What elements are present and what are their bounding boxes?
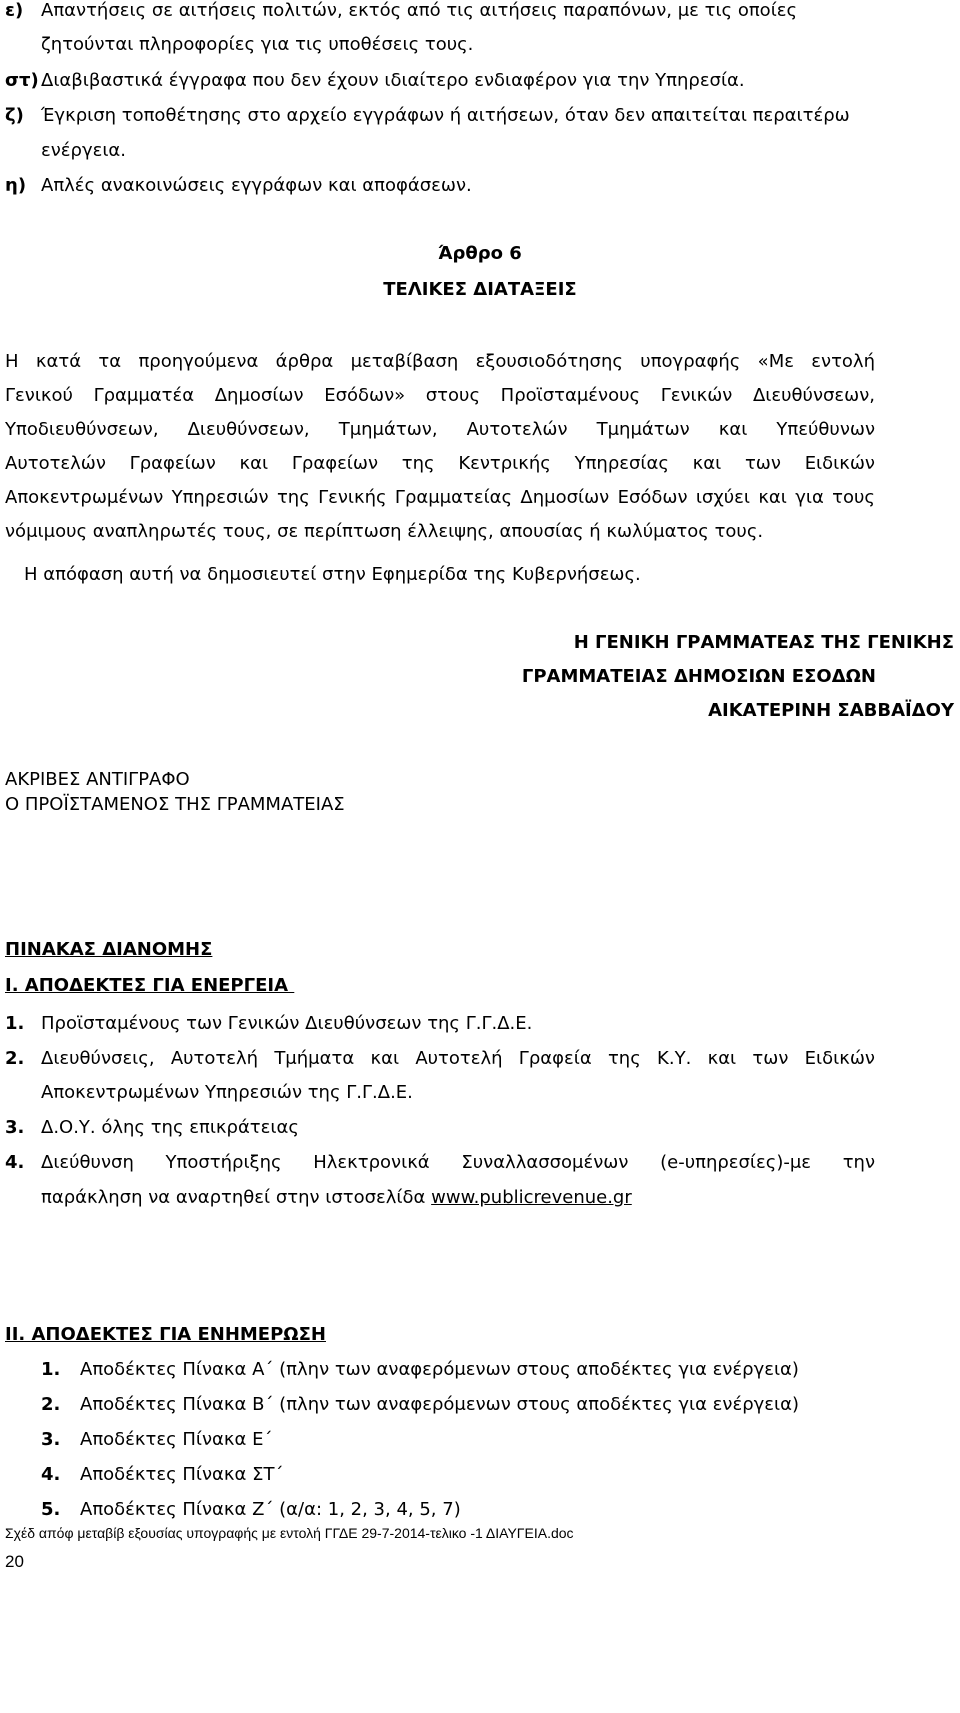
copy-cert-line-2: Ο ΠΡΟΪΣΤΑΜΕΝΟΣ ΤΗΣ ΓΡΑΜΜΑΤΕΙΑΣ bbox=[5, 794, 345, 815]
list-item-text: ενέργεια. bbox=[41, 140, 126, 161]
list-item-text: ζητούνται πληροφορίες για τις υποθέσεις τους. bbox=[41, 34, 474, 55]
recipient-number: 1. bbox=[5, 1013, 25, 1034]
signature-name: ΑΙΚΑΤΕΡΙΝΗ ΣΑΒΒΑΪΔΟΥ bbox=[708, 700, 954, 721]
recipient-text: Αποκεντρωμένων Υπηρεσιών της Γ.Γ.Δ.Ε. bbox=[41, 1082, 413, 1103]
article-body bbox=[5, 351, 875, 555]
body-line: Υποδιευθύνσεων, Διευθύνσεων, Τμημάτων, Αυτοτελών Τμημάτων και Υπεύθυνων bbox=[5, 419, 875, 440]
body-line: Η κατά τα προηγούμενα άρθρα μεταβίβαση εξουσιοδότησης υπογραφής «Με εντολή bbox=[5, 351, 875, 372]
recipient-text: Προϊσταμένους των Γενικών Διευθύνσεων της Γ.Γ.Δ.Ε. bbox=[41, 1013, 533, 1034]
footer-filename: Σχέδ απόφ μεταβίβ εξουσίας υπογραφής με εντολή ΓΓΔΕ 29-7-2014-τελικο -1 ΔΙΑΥΓΕΙΑ.doc bbox=[5, 1525, 574, 1541]
recipient-text bbox=[41, 1187, 632, 1208]
list-item-letter: η) bbox=[5, 175, 27, 196]
page-number: 20 bbox=[5, 1552, 24, 1571]
recipient-text: Αποδέκτες Πίνακα Ζ΄ (α/α: 1, 2, 3, 4, 5, 7) bbox=[80, 1499, 461, 1520]
body-line: Αυτοτελών Γραφείων και Γραφείων της Κεντρικής Υπηρεσίας και των Ειδικών bbox=[5, 453, 875, 474]
recipient-number: 3. bbox=[5, 1117, 25, 1138]
publication-line: Η απόφαση αυτή να δημοσιευτεί στην Εφημερίδα της Κυβερνήσεως. bbox=[24, 564, 641, 585]
article-title: ΤΕΛΙΚΕΣ ΔΙΑΤΑΞΕΙΣ bbox=[383, 279, 577, 300]
recipient-number: 2. bbox=[5, 1048, 25, 1069]
copy-cert-line-1: ΑΚΡΙΒΕΣ ΑΝΤΙΓΡΑΦΟ bbox=[5, 769, 190, 790]
recipient-number: 4. bbox=[41, 1464, 61, 1485]
recipient-text: Διευθύνσεις, Αυτοτελή Τμήματα και Αυτοτελή Γραφεία της Κ.Υ. και των Ειδικών bbox=[41, 1048, 875, 1069]
list-item-text: Απαντήσεις σε αιτήσεις πολιτών, εκτός από τις αιτήσεις παραπόνων, με τις οποίες bbox=[41, 0, 798, 21]
recipient-text-prefix: παράκληση να αναρτηθεί στην ιστοσελίδα bbox=[41, 1187, 432, 1208]
recipient-text: Αποδέκτες Πίνακα ΣΤ΄ bbox=[80, 1464, 284, 1485]
recipient-text: Διεύθυνση Υποστήριξης Ηλεκτρονικά Συναλλασσομένων (e-υπηρεσίες)-με την bbox=[41, 1152, 875, 1173]
recipient-number: 4. bbox=[5, 1152, 25, 1173]
distribution-title: ΠΙΝΑΚΑΣ ΔΙΑΝΟΜΗΣ bbox=[5, 939, 213, 960]
list-item-text: Έγκριση τοποθέτησης στο αρχείο εγγράφων ή αιτήσεων, όταν δεν απαιτείται περαιτέρω bbox=[41, 105, 850, 126]
recipient-number: 2. bbox=[41, 1394, 61, 1415]
website-link[interactable]: www.publicrevenue.gr bbox=[431, 1187, 632, 1208]
list-item-letter: στ) bbox=[5, 70, 39, 91]
list-item-text: Διαβιβαστικά έγγραφα που δεν έχουν ιδιαίτερο ενδιαφέρον για την Υπηρεσία. bbox=[41, 70, 745, 91]
section-2-title: ΙΙ. ΑΠΟΔΕΚΤΕΣ ΓΙΑ ΕΝΗΜΕΡΩΣΗ bbox=[5, 1324, 326, 1345]
recipient-text: Δ.Ο.Υ. όλης της επικράτειας bbox=[41, 1117, 299, 1138]
body-line: Αποκεντρωμένων Υπηρεσιών της Γενικής Γραμματείας Δημοσίων Εσόδων ισχύει και για τους bbox=[5, 487, 875, 508]
body-line: Γενικού Γραμματέα Δημοσίων Εσόδων» στους Προϊσταμένους Γενικών Διευθύνσεων, bbox=[5, 385, 875, 406]
recipient-number: 3. bbox=[41, 1429, 61, 1450]
recipient-text: Αποδέκτες Πίνακα Β΄ (πλην των αναφερόμενων στους αποδέκτες για ενέργεια) bbox=[80, 1394, 799, 1415]
list-item-letter: ζ) bbox=[5, 105, 24, 126]
article-number: Άρθρο 6 bbox=[438, 243, 522, 264]
list-item-text: Απλές ανακοινώσεις εγγράφων και αποφάσεων. bbox=[41, 175, 472, 196]
signature-title-2: ΓΡΑΜΜΑΤΕΙΑΣ ΔΗΜΟΣΙΩΝ ΕΣΟΔΩΝ bbox=[521, 666, 876, 687]
recipient-text: Αποδέκτες Πίνακα Ε΄ bbox=[80, 1429, 273, 1450]
recipient-number: 1. bbox=[41, 1359, 61, 1380]
section-1-title: Ι. ΑΠΟΔΕΚΤΕΣ ΓΙΑ ΕΝΕΡΓΕΙΑ bbox=[5, 975, 295, 996]
list-item-letter: ε) bbox=[5, 0, 24, 21]
recipient-text: Αποδέκτες Πίνακα Α΄ (πλην των αναφερόμενων στους αποδέκτες για ενέργεια) bbox=[80, 1359, 799, 1380]
body-line: νόμιμους αναπληρωτές τους, σε περίπτωση έλλειψης, απουσίας ή κωλύματος τους. bbox=[5, 521, 764, 542]
signature-title-1: Η ΓΕΝΙΚΗ ΓΡΑΜΜΑΤΕΑΣ ΤΗΣ ΓΕΝΙΚΗΣ bbox=[573, 632, 954, 653]
recipient-number: 5. bbox=[41, 1499, 61, 1520]
